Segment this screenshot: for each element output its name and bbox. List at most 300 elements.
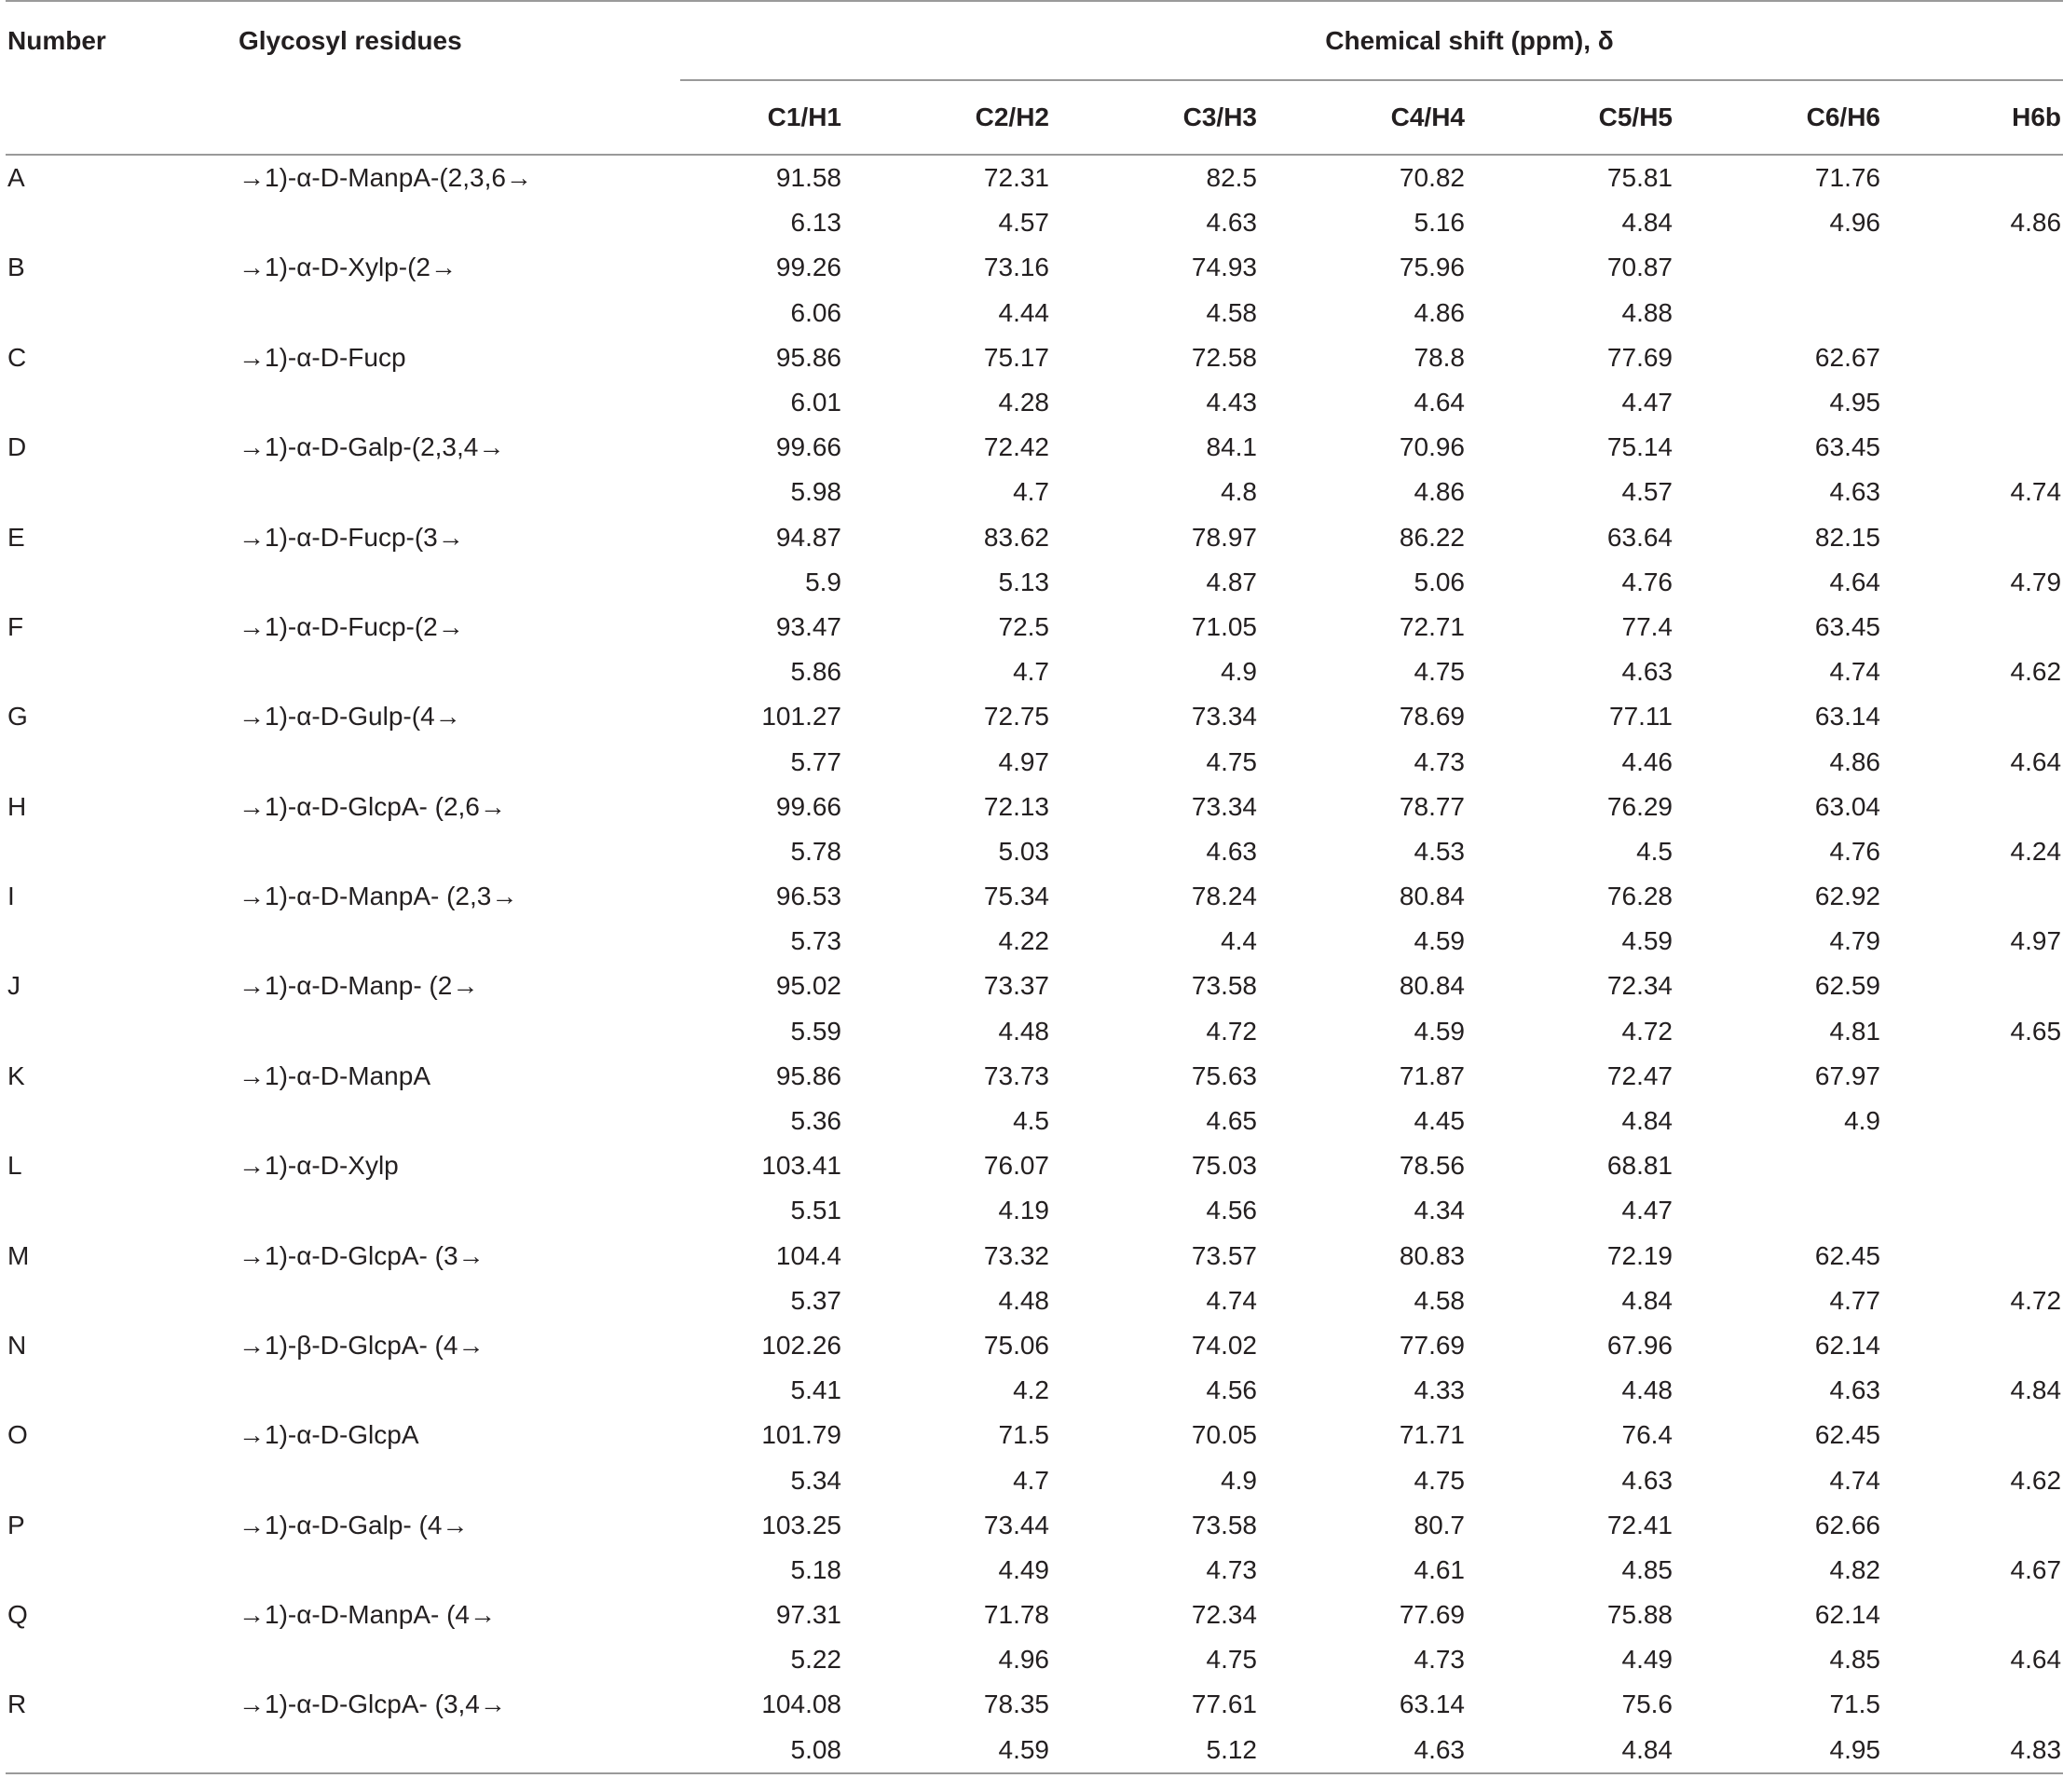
shift-value-cell: 72.34 xyxy=(1191,1600,1257,1630)
table-row-carbon xyxy=(6,1503,2063,1548)
shift-value-cell: 5.51 xyxy=(790,1196,841,1225)
shift-value-cell: 4.65 xyxy=(2010,1016,2062,1046)
residue-number-cell: J xyxy=(7,971,20,1001)
shift-value-cell: 72.34 xyxy=(1606,971,1673,1001)
shift-value-cell: 4.84 xyxy=(1621,1106,1673,1136)
shift-value-cell xyxy=(1927,245,2063,290)
shift-value-cell: 4.34 xyxy=(1414,1196,1465,1225)
shift-value-cell: 76.28 xyxy=(1606,882,1673,911)
shift-value-cell: 63.14 xyxy=(1814,702,1880,732)
shift-value-cell: 4.95 xyxy=(1829,388,1880,417)
shift-value-cell: 4.74 xyxy=(2010,477,2062,507)
residue-number-cell: G xyxy=(7,702,28,732)
residue-number-cell: D xyxy=(7,432,27,462)
shift-value-cell: 4.86 xyxy=(1414,297,1465,327)
residue-name-cell xyxy=(237,291,680,335)
shift-value-cell: 4.74 xyxy=(1829,657,1880,687)
shift-value-cell: 4.81 xyxy=(1829,1016,1880,1046)
residue-number-cell xyxy=(6,1637,237,1682)
shift-value-cell: 72.47 xyxy=(1606,1060,1673,1090)
table-row-proton xyxy=(6,470,2063,514)
shift-value-cell: 4.77 xyxy=(1829,1285,1880,1315)
shift-value-cell: 4.47 xyxy=(1621,388,1673,417)
chemical-shift-table xyxy=(6,0,2063,1774)
shift-value-cell: 4.56 xyxy=(1206,1196,1257,1225)
shift-value-cell: 4.63 xyxy=(1621,1465,1673,1495)
shift-value-cell: 71.5 xyxy=(1829,1689,1880,1719)
table-row-carbon xyxy=(6,874,2063,919)
table-row-proton xyxy=(6,1548,2063,1593)
shift-value-cell: 78.77 xyxy=(1399,791,1465,821)
shift-value-cell xyxy=(1927,425,2063,470)
table-row-carbon xyxy=(6,1054,2063,1099)
shift-value-cell: 4.48 xyxy=(998,1016,1049,1046)
shift-value-cell: 80.83 xyxy=(1399,1240,1465,1270)
shift-value-cell: 4.48 xyxy=(998,1285,1049,1315)
residue-name-cell xyxy=(237,200,680,245)
residue-name-cell xyxy=(237,829,680,874)
shift-value-cell: 63.14 xyxy=(1399,1689,1465,1719)
shift-value-cell: 4.5 xyxy=(1013,1106,1049,1136)
table-row-proton xyxy=(6,1279,2063,1323)
shift-value-cell: 70.87 xyxy=(1606,253,1673,282)
shift-value-cell: 62.92 xyxy=(1814,882,1880,911)
residue-number-cell xyxy=(6,1099,237,1143)
col-header-c5h5: C5/H5 xyxy=(1511,80,1719,155)
residue-name-cell: →1)-α-D-Fucp xyxy=(239,342,406,372)
shift-value-cell: 4.63 xyxy=(1304,1728,1511,1773)
residue-name-cell xyxy=(237,1188,680,1233)
residue-number-cell xyxy=(6,1457,237,1502)
residue-name-cell: →1)-α-D-Fucp-(2→ xyxy=(239,611,464,641)
shift-value-cell: 4.84 xyxy=(1621,208,1673,238)
shift-value-cell: 95.86 xyxy=(775,1060,841,1090)
shift-value-cell: 4.47 xyxy=(1621,1196,1673,1225)
shift-value-cell: 5.03 xyxy=(998,836,1049,866)
residue-number-cell: Q xyxy=(7,1600,28,1630)
shift-value-cell: 4.88 xyxy=(1621,297,1673,327)
shift-value-cell: 77.11 xyxy=(1609,702,1673,732)
shift-value-cell: 4.79 xyxy=(2010,567,2062,596)
shift-value-cell: 73.16 xyxy=(983,253,1049,282)
shift-value-cell: 4.84 xyxy=(1511,1728,1719,1773)
table-row-carbon xyxy=(6,694,2063,739)
residue-number-cell xyxy=(6,1548,237,1593)
shift-value-cell: 5.18 xyxy=(790,1554,841,1584)
table-row-proton xyxy=(6,1637,2063,1682)
shift-value-cell: 4.67 xyxy=(2010,1554,2062,1584)
shift-value-cell: 4.62 xyxy=(2010,1465,2062,1495)
shift-value-cell xyxy=(1927,964,2063,1008)
residue-name-cell: →1)-α-D-GlcpA- (3,4→ xyxy=(239,1689,506,1719)
shift-value-cell: 86.22 xyxy=(1399,522,1465,552)
shift-value-cell: 4.62 xyxy=(2010,657,2062,687)
shift-value-cell: 4.59 xyxy=(1414,926,1465,956)
shift-value-cell xyxy=(1927,335,2063,380)
shift-value-cell: 71.76 xyxy=(1814,163,1880,193)
shift-value-cell: 91.58 xyxy=(775,163,841,193)
shift-value-cell: 5.08 xyxy=(680,1728,888,1773)
shift-value-cell: 82.5 xyxy=(1206,163,1257,193)
shift-value-cell: 76.07 xyxy=(983,1151,1049,1181)
shift-value-cell: 4.84 xyxy=(2010,1375,2062,1405)
shift-value-cell: 71.71 xyxy=(1399,1420,1465,1450)
residue-name-cell: →1)-α-D-Galp-(2,3,4→ xyxy=(239,432,505,462)
shift-value-cell: 4.73 xyxy=(1414,1645,1465,1675)
shift-value-cell: 4.22 xyxy=(998,926,1049,956)
shift-value-cell xyxy=(1927,785,2063,829)
shift-value-cell: 72.75 xyxy=(983,702,1049,732)
shift-value-cell: 62.14 xyxy=(1814,1600,1880,1630)
shift-value-cell: 6.01 xyxy=(790,388,841,417)
shift-value-cell: 4.85 xyxy=(1829,1645,1880,1675)
shift-value-cell: 4.5 xyxy=(1636,836,1673,866)
shift-value-cell: 63.45 xyxy=(1814,611,1880,641)
shift-value-cell: 70.82 xyxy=(1399,163,1465,193)
shift-value-cell: 4.9 xyxy=(1221,1465,1257,1495)
residue-name-cell xyxy=(237,560,680,605)
residue-name-cell xyxy=(237,1457,680,1502)
shift-value-cell: 4.96 xyxy=(1829,208,1880,238)
number-header: Number xyxy=(6,1,237,155)
residue-number-cell xyxy=(6,1728,237,1773)
shift-value-cell: 5.12 xyxy=(1096,1728,1304,1773)
shift-value-cell: 5.06 xyxy=(1414,567,1465,596)
residue-name-cell: →1)-α-D-GlcpA xyxy=(239,1420,419,1450)
shift-value-cell: 78.69 xyxy=(1399,702,1465,732)
shift-value-cell xyxy=(1927,1143,2063,1188)
shift-value-cell: 103.25 xyxy=(761,1510,841,1539)
residue-number-cell xyxy=(6,380,237,425)
shift-value-cell: 4.86 xyxy=(2010,208,2062,238)
shift-value-cell: 72.13 xyxy=(983,791,1049,821)
shift-value-cell: 75.81 xyxy=(1606,163,1673,193)
shift-value-cell: 4.86 xyxy=(1829,746,1880,776)
shift-value-cell: 4.24 xyxy=(2010,836,2062,866)
shift-value-cell xyxy=(1927,1188,2063,1233)
shift-value-cell: 4.86 xyxy=(1414,477,1465,507)
residue-number-cell xyxy=(6,1009,237,1054)
residue-number-cell xyxy=(6,829,237,874)
shift-value-cell: 4.63 xyxy=(1829,477,1880,507)
shift-value-cell: 75.03 xyxy=(1191,1151,1257,1181)
table-row-proton xyxy=(6,1728,2063,1773)
shift-value-cell: 4.9 xyxy=(1844,1106,1880,1136)
shift-value-cell: 4.8 xyxy=(1221,477,1257,507)
shift-value-cell: 99.66 xyxy=(775,432,841,462)
shift-value-cell: 4.96 xyxy=(998,1645,1049,1675)
shift-value-cell: 4.75 xyxy=(1206,746,1257,776)
shift-value-cell: 62.45 xyxy=(1814,1420,1880,1450)
shift-value-cell: 4.45 xyxy=(1414,1106,1465,1136)
shift-value-cell: 4.7 xyxy=(1013,657,1049,687)
table-row-carbon xyxy=(6,605,2063,650)
residue-name-cell xyxy=(237,919,680,964)
residue-number-cell: M xyxy=(7,1240,30,1270)
residue-number-cell xyxy=(6,1188,237,1233)
shift-value-cell: 4.58 xyxy=(1414,1285,1465,1315)
shift-value-cell: 103.41 xyxy=(761,1151,841,1181)
residue-number-cell xyxy=(6,1368,237,1413)
table-row-carbon xyxy=(6,335,2063,380)
shift-value-cell: 67.96 xyxy=(1606,1330,1673,1360)
shift-value-cell: 4.63 xyxy=(1621,657,1673,687)
shift-value-cell: 84.1 xyxy=(1206,432,1257,462)
table-row-proton xyxy=(6,739,2063,784)
residue-name-cell xyxy=(237,1728,680,1773)
residue-name-cell xyxy=(237,1279,680,1323)
residue-name-cell: →1)-α-D-Manp- (2→ xyxy=(239,971,479,1001)
shift-value-cell: 4.75 xyxy=(1206,1645,1257,1675)
shift-value-cell: 4.59 xyxy=(1414,1016,1465,1046)
shift-value-cell: 5.22 xyxy=(790,1645,841,1675)
shift-value-cell: 76.4 xyxy=(1621,1420,1673,1450)
shift-value-cell: 72.19 xyxy=(1606,1240,1673,1270)
shift-value-cell: 95.86 xyxy=(775,342,841,372)
shift-value-cell: 4.33 xyxy=(1414,1375,1465,1405)
col-header-c6h6: C6/H6 xyxy=(1719,80,1927,155)
shift-value-cell xyxy=(1927,380,2063,425)
shift-value-cell: 5.34 xyxy=(790,1465,841,1495)
residue-number-cell: R xyxy=(7,1689,27,1719)
shift-value-cell: 77.4 xyxy=(1621,611,1673,641)
residue-name-cell: →1)-α-D-Galp- (4→ xyxy=(239,1510,469,1539)
shift-value-cell: 62.67 xyxy=(1814,342,1880,372)
shift-value-cell: 71.78 xyxy=(983,1600,1049,1630)
table-row-proton xyxy=(6,829,2063,874)
residue-name-cell: →1)-α-D-ManpA xyxy=(239,1060,430,1090)
table-row-carbon xyxy=(6,1234,2063,1279)
shift-value-cell: 75.17 xyxy=(983,342,1049,372)
shift-value-cell: 102.26 xyxy=(761,1330,841,1360)
table-row-carbon xyxy=(6,1682,2063,1727)
shift-value-cell: 4.97 xyxy=(998,746,1049,776)
shift-value-cell: 4.72 xyxy=(2010,1285,2062,1315)
residue-number-cell: K xyxy=(7,1060,25,1090)
chemical-shift-header: Chemical shift (ppm), δ xyxy=(680,1,2063,80)
residue-name-cell: →1)-α-D-ManpA-(2,3,6→ xyxy=(239,163,532,193)
residue-number-cell xyxy=(6,200,237,245)
shift-value-cell: 4.61 xyxy=(1414,1554,1465,1584)
table-row-carbon xyxy=(6,964,2063,1008)
shift-value-cell: 4.72 xyxy=(1206,1016,1257,1046)
shift-value-cell: 4.49 xyxy=(1621,1645,1673,1675)
table-row-proton xyxy=(6,291,2063,335)
residue-name-cell xyxy=(237,1009,680,1054)
shift-value-cell: 71.87 xyxy=(1399,1060,1465,1090)
shift-value-cell xyxy=(1927,874,2063,919)
shift-value-cell: 75.96 xyxy=(1399,253,1465,282)
shift-value-cell: 80.7 xyxy=(1414,1510,1465,1539)
shift-value-cell: 4.74 xyxy=(1206,1285,1257,1315)
shift-value-cell: 5.37 xyxy=(790,1285,841,1315)
shift-value-cell: 4.63 xyxy=(1206,208,1257,238)
shift-value-cell: 72.71 xyxy=(1399,611,1465,641)
shift-value-cell: 4.19 xyxy=(998,1196,1049,1225)
shift-value-cell: 83.62 xyxy=(983,522,1049,552)
shift-value-cell: 72.58 xyxy=(1191,342,1257,372)
shift-value-cell: 5.98 xyxy=(790,477,841,507)
shift-value-cell: 4.57 xyxy=(1621,477,1673,507)
residue-name-cell: →1)-α-D-ManpA- (2,3→ xyxy=(239,882,518,911)
shift-value-cell: 77.61 xyxy=(1191,1689,1257,1719)
table-row-carbon xyxy=(6,1323,2063,1368)
shift-value-cell: 62.45 xyxy=(1814,1240,1880,1270)
residue-name-cell xyxy=(237,470,680,514)
shift-value-cell: 72.31 xyxy=(983,163,1049,193)
shift-value-cell: 4.4 xyxy=(1221,926,1257,956)
residue-number-cell xyxy=(6,650,237,694)
shift-value-cell: 4.72 xyxy=(1621,1016,1673,1046)
shift-value-cell: 72.41 xyxy=(1606,1510,1673,1539)
residue-name-cell: →1)-α-D-GlcpA- (2,6→ xyxy=(239,791,506,821)
shift-value-cell: 5.77 xyxy=(790,746,841,776)
shift-value-cell: 95.02 xyxy=(775,971,841,1001)
shift-value-cell: 70.05 xyxy=(1191,1420,1257,1450)
table-row-carbon xyxy=(6,245,2063,290)
residue-name-cell xyxy=(237,650,680,694)
shift-value-cell: 4.76 xyxy=(1829,836,1880,866)
shift-value-cell: 96.53 xyxy=(775,882,841,911)
residue-number-cell: H xyxy=(7,791,27,821)
table-row-proton xyxy=(6,380,2063,425)
shift-value-cell xyxy=(1927,155,2063,200)
table-row-proton xyxy=(6,1009,2063,1054)
shift-value-cell: 82.15 xyxy=(1814,522,1880,552)
shift-value-cell: 4.76 xyxy=(1621,567,1673,596)
shift-value-cell: 5.36 xyxy=(790,1106,841,1136)
table-body xyxy=(6,155,2063,1773)
shift-value-cell xyxy=(1927,1413,2063,1457)
shift-value-cell xyxy=(1927,1054,2063,1099)
table-row-proton xyxy=(6,560,2063,605)
shift-value-cell: 75.06 xyxy=(983,1330,1049,1360)
shift-value-cell: 75.88 xyxy=(1606,1600,1673,1630)
shift-value-cell: 4.7 xyxy=(1013,477,1049,507)
shift-value-cell: 5.41 xyxy=(790,1375,841,1405)
shift-value-cell: 6.13 xyxy=(790,208,841,238)
shift-value-cell: 78.24 xyxy=(1191,882,1257,911)
residues-header: Glycosyl residues xyxy=(237,1,680,155)
shift-value-cell: 4.49 xyxy=(998,1554,1049,1584)
shift-value-cell: 76.29 xyxy=(1606,791,1673,821)
shift-value-cell: 4.73 xyxy=(1414,746,1465,776)
table-row-carbon xyxy=(6,1593,2063,1637)
shift-value-cell: 99.66 xyxy=(775,791,841,821)
table-row-carbon xyxy=(6,425,2063,470)
shift-value-cell: 94.87 xyxy=(775,522,841,552)
shift-value-cell: 78.56 xyxy=(1399,1151,1465,1181)
shift-value-cell xyxy=(1927,1593,2063,1637)
residue-number-cell xyxy=(6,470,237,514)
residue-name-cell: →1)-α-D-Gulp-(4→ xyxy=(239,702,461,732)
residue-name-cell: →1)-α-D-Xylp-(2→ xyxy=(239,253,457,282)
residue-number-cell: N xyxy=(7,1330,27,1360)
shift-value-cell: 72.42 xyxy=(983,432,1049,462)
residue-number-cell xyxy=(6,739,237,784)
residue-number-cell xyxy=(6,291,237,335)
residue-number-cell: C xyxy=(7,342,27,372)
chemical-shift-table-container xyxy=(6,0,2062,1774)
shift-value-cell: 4.56 xyxy=(1206,1375,1257,1405)
shift-value-cell: 73.34 xyxy=(1191,702,1257,732)
shift-value-cell: 77.69 xyxy=(1399,1600,1465,1630)
table-row-proton xyxy=(6,1099,2063,1143)
table-row-proton xyxy=(6,919,2063,964)
shift-value-cell: 73.58 xyxy=(1191,1510,1257,1539)
shift-value-cell: 75.34 xyxy=(983,882,1049,911)
shift-value-cell: 97.31 xyxy=(775,1600,841,1630)
shift-value-cell: 75.14 xyxy=(1606,432,1673,462)
shift-value-cell: 4.9 xyxy=(1221,657,1257,687)
shift-value-cell: 4.64 xyxy=(2010,746,2062,776)
shift-value-cell: 73.34 xyxy=(1191,791,1257,821)
shift-value-cell: 68.81 xyxy=(1606,1151,1673,1181)
shift-value-cell: 4.7 xyxy=(1013,1465,1049,1495)
shift-value-cell xyxy=(1719,245,1927,290)
shift-value-cell: 4.63 xyxy=(1206,836,1257,866)
residue-number-cell: A xyxy=(7,163,25,193)
residue-name-cell xyxy=(237,1099,680,1143)
shift-value-cell: 71.5 xyxy=(998,1420,1049,1450)
shift-value-cell: 4.65 xyxy=(1206,1106,1257,1136)
residue-name-cell xyxy=(237,380,680,425)
shift-value-cell: 93.47 xyxy=(775,611,841,641)
shift-value-cell: 4.83 xyxy=(1927,1728,2063,1773)
shift-value-cell: 63.45 xyxy=(1814,432,1880,462)
shift-value-cell: 73.73 xyxy=(983,1060,1049,1090)
shift-value-cell: 70.96 xyxy=(1399,432,1465,462)
table-row-proton xyxy=(6,1368,2063,1413)
shift-value-cell: 80.84 xyxy=(1399,971,1465,1001)
shift-value-cell: 101.27 xyxy=(761,702,841,732)
shift-value-cell: 104.4 xyxy=(775,1240,841,1270)
shift-value-cell: 62.14 xyxy=(1814,1330,1880,1360)
shift-value-cell: 4.2 xyxy=(1013,1375,1049,1405)
residue-name-cell: →1)-α-D-ManpA- (4→ xyxy=(239,1600,496,1630)
table-row-carbon xyxy=(6,515,2063,560)
shift-value-cell xyxy=(1927,1503,2063,1548)
shift-value-cell: 5.16 xyxy=(1414,208,1465,238)
table-row-carbon xyxy=(6,1143,2063,1188)
shift-value-cell: 62.66 xyxy=(1814,1510,1880,1539)
shift-value-cell: 80.84 xyxy=(1399,882,1465,911)
shift-value-cell xyxy=(1927,605,2063,650)
table-row-proton xyxy=(6,650,2063,694)
shift-value-cell xyxy=(1927,515,2063,560)
shift-value-cell: 5.9 xyxy=(805,567,841,596)
shift-value-cell: 5.13 xyxy=(998,567,1049,596)
shift-value-cell: 5.78 xyxy=(790,836,841,866)
shift-value-cell: 4.63 xyxy=(1829,1375,1880,1405)
shift-value-cell xyxy=(1927,291,2063,335)
col-header-c1h1: C1/H1 xyxy=(680,80,888,155)
shift-value-cell xyxy=(1719,1143,1927,1188)
table-row-proton xyxy=(6,1188,2063,1233)
shift-value-cell: 99.26 xyxy=(775,253,841,282)
shift-value-cell: 74.93 xyxy=(1191,253,1257,282)
shift-value-cell: 5.73 xyxy=(790,926,841,956)
shift-value-cell: 4.73 xyxy=(1206,1554,1257,1584)
residue-name-cell: →1)-α-D-GlcpA- (3→ xyxy=(239,1240,485,1270)
shift-value-cell: 4.59 xyxy=(1621,926,1673,956)
residue-number-cell xyxy=(6,1279,237,1323)
residue-number-cell: O xyxy=(7,1420,28,1450)
shift-value-cell: 62.59 xyxy=(1814,971,1880,1001)
shift-value-cell xyxy=(1927,1682,2063,1727)
shift-value-cell: 73.58 xyxy=(1191,971,1257,1001)
shift-value-cell: 63.04 xyxy=(1814,791,1880,821)
